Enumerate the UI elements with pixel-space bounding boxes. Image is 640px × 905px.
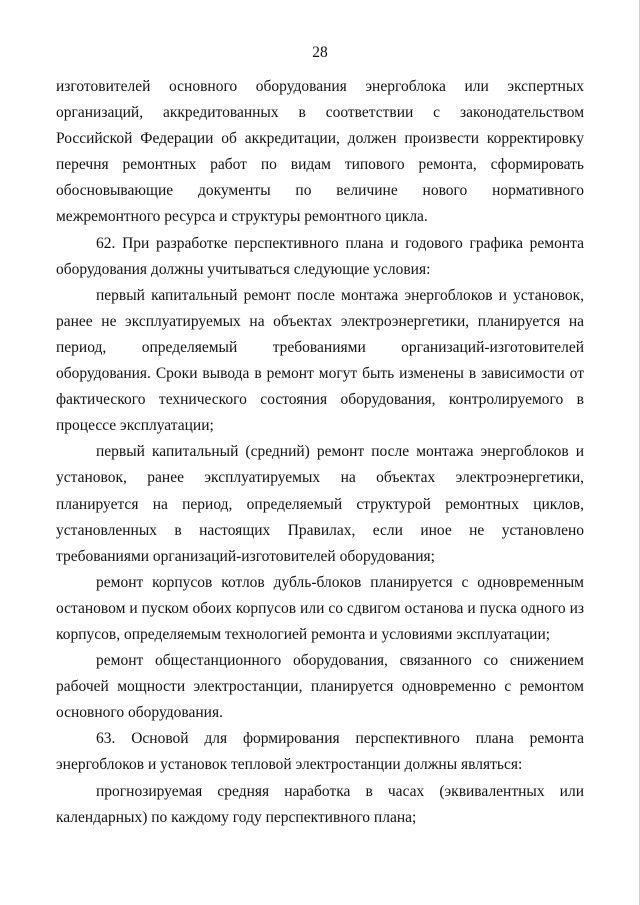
paragraph-63-forecast-operating-time: прогнозируемая средняя наработка в часах (эквивалентных или календарных) по каждому году перспективного плана; bbox=[56, 782, 584, 826]
paragraph-63: 63. Основой для формирования перспективного плана ремонта энергоблоков и установок тепловой электростанции должны являться: bbox=[56, 730, 584, 774]
paragraph-62-first-capital-repair: первый капитальный ремонт после монтажа энергоблоков и установок, ранее не эксплуатируемых на объектах электроэнергетики, планируется на период, определяемый требованиями организаций-изготовителей оборудования. Сроки вывода в ремонт могут быть изменены в зависимости от фактического технического состояния оборудования, контролируемого в процессе эксплуатации; bbox=[56, 286, 584, 435]
document-body bbox=[56, 74, 584, 831]
page-number: 28 bbox=[312, 44, 328, 61]
paragraph-62-first-capital-medium-repair: первый капитальный (средний) ремонт после монтажа энергоблоков и установок, ранее эксплуатируемых на объектах электроэнергетики, планируется на период, определяемый структурой ремонтных циклов, установленных в настоящих Правилах, если иное не установлено требованиями организаций-изготовителей оборудования; bbox=[56, 443, 584, 565]
paragraph-62-boiler-shell-repair: ремонт корпусов котлов дубль-блоков планируется с одновременным остановом и пуском обоих корпусов или со сдвигом останова и пуска одного из корпусов, определяемым технологией ремонта и условиями эксплуатации; bbox=[56, 573, 584, 643]
paragraph-62-station-equipment-repair: ремонт общестанционного оборудования, связанного со снижением рабочей мощности электростанции, планируется одновременно с ремонтом основного оборудования. bbox=[56, 652, 584, 722]
paragraph-62: 62. При разработке перспективного плана и годового графика ремонта оборудования должны учитываться следующие условия: bbox=[56, 234, 584, 278]
paragraph-continuation: изготовителей основного оборудования энергоблока или экспертных организаций, аккредитованных в соответствии с законодательством Российской Федерации об аккредитации, должен произвести корректировку перечня ремонтных работ по видам типового ремонта, сформировать обосновывающие документы по величине нового нормативного межремонтного ресурса и структуры ремонтного цикла. bbox=[56, 78, 584, 226]
